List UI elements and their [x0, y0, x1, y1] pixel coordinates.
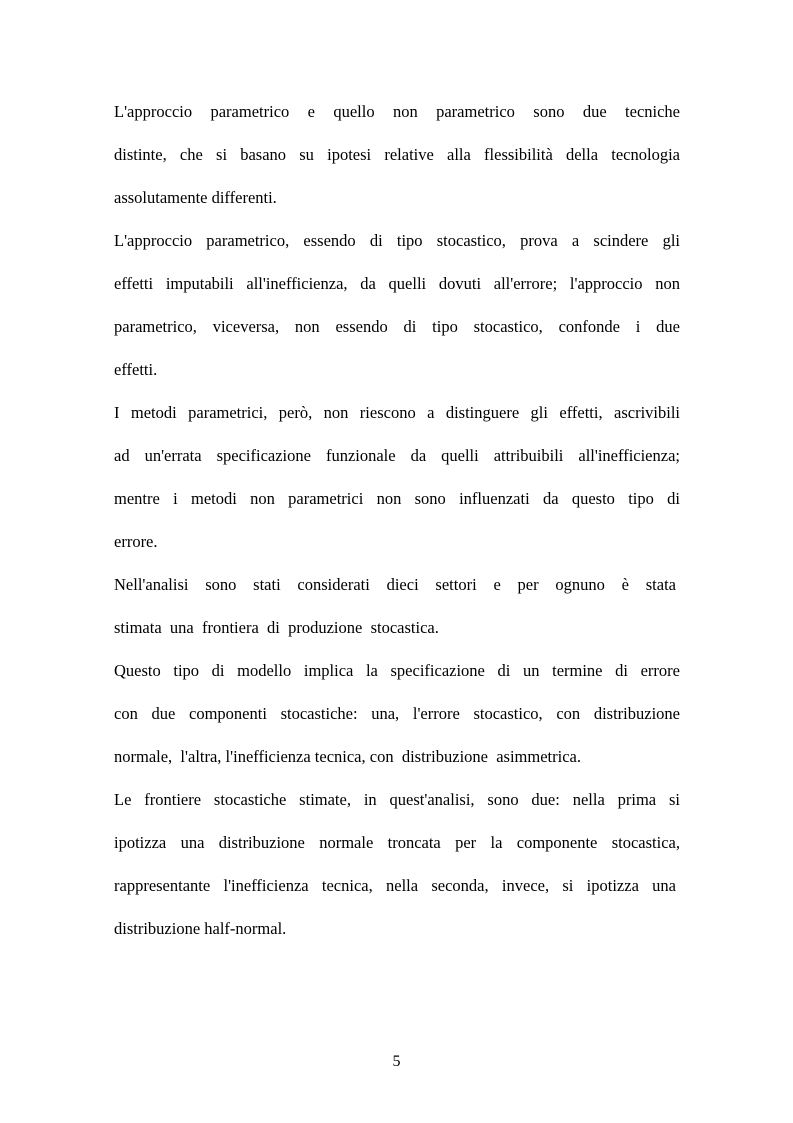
- page-number: 5: [392, 1053, 401, 1070]
- text-line: errore.: [114, 532, 158, 551]
- text-line: effetti.: [114, 360, 158, 379]
- text-line: rappresentante l'inefficienza tecnica, nella seconda, invece, si ipotizza una: [114, 876, 676, 895]
- text-line: ipotizza una distribuzione normale troncata per la componente stocastica,: [114, 833, 680, 852]
- text-line: distribuzione half-normal.: [114, 919, 287, 938]
- text-line: distinte, che si basano su ipotesi relative alla flessibilità della tecnologia: [114, 145, 680, 164]
- text-line: ad un'errata specificazione funzionale da quelli attribuibili all'inefficienza;: [114, 446, 680, 465]
- body-text: [114, 90, 680, 950]
- text-line: parametrico, viceversa, non essendo di tipo stocastico, confonde i due: [114, 317, 680, 336]
- text-line: assolutamente differenti.: [114, 188, 277, 207]
- text-line: Nell'analisi sono stati considerati dieci settori e per ognuno è stata: [114, 575, 676, 594]
- text-line: I metodi parametrici, però, non riescono a distinguere gli effetti, ascrivibili: [114, 403, 680, 422]
- text-line: effetti imputabili all'inefficienza, da quelli dovuti all'errore; l'approccio non: [114, 274, 680, 293]
- text-line: L'approccio parametrico, essendo di tipo stocastico, prova a scindere gli: [114, 231, 680, 250]
- text-line: Le frontiere stocastiche stimate, in quest'analisi, sono due: nella prima si: [114, 790, 680, 809]
- text-line: L'approccio parametrico e quello non parametrico sono due tecniche: [114, 102, 680, 121]
- text-line: normale, l'altra, l'inefficienza tecnica, con distribuzione asimmetrica.: [114, 747, 581, 766]
- text-line: stimata una frontiera di produzione stocastica.: [114, 618, 439, 637]
- text-line: mentre i metodi non parametrici non sono influenzati da questo tipo di: [114, 489, 680, 508]
- text-line: con due componenti stocastiche: una, l'errore stocastico, con distribuzione: [114, 704, 680, 723]
- text-line: Questo tipo di modello implica la specificazione di un termine di errore: [114, 661, 680, 680]
